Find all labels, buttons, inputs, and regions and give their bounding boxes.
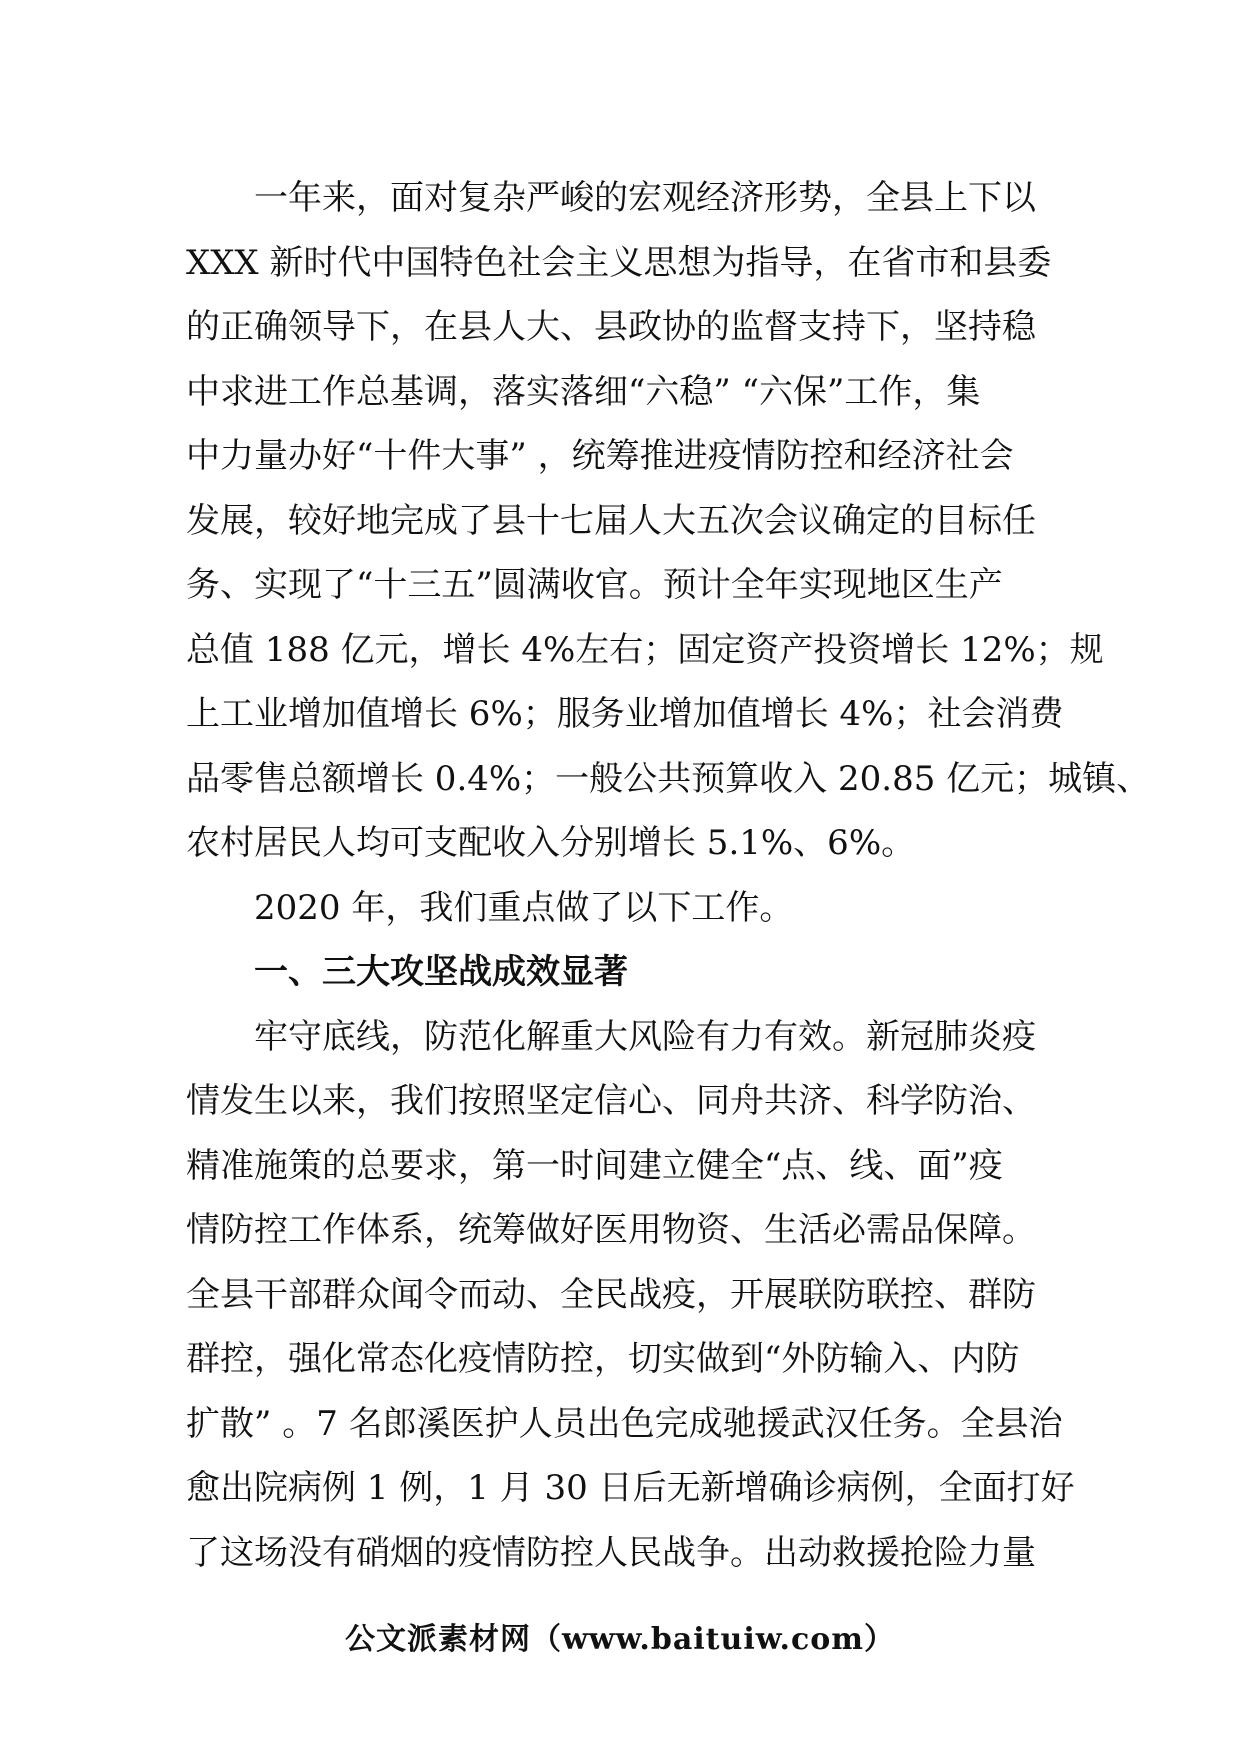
paragraph-2-line-1: 2020 年，我们重点做了以下工作。 bbox=[254, 887, 794, 928]
document-body bbox=[186, 166, 1151, 1585]
paragraph-1-line-9: 上工业增加值增长 6%；服务业增加值增长 4%；社会消费 bbox=[186, 694, 1064, 734]
paragraph-3-line-1: 牢守底线，防范化解重大风险有力有效。新冠肺炎疫 bbox=[254, 1016, 1036, 1057]
paragraph-3-line-7: 扩散” 。7 名郎溪医护人员出色完成驰援武汉任务。全县治 bbox=[186, 1403, 1063, 1444]
paragraph-1-line-6: 发展，较好地完成了县十七届人大五次会议确定的目标任 bbox=[186, 500, 1036, 541]
paragraph-1-line-8: 总值 188 亿元，增长 4%左右；固定资产投资增长 12%；规 bbox=[186, 629, 1104, 670]
paragraph-3-line-8: 愈出院病例 1 例，1 月 30 日后无新增确诊病例，全面打好 bbox=[186, 1468, 1075, 1508]
paragraph-1-line-11: 农村居民人均可支配收入分别增长 5.1%、6%。 bbox=[186, 823, 916, 863]
paragraph-3-line-9: 了这场没有硝烟的疫情防控人民战争。出动救援抢险力量 bbox=[186, 1532, 1036, 1573]
paragraph-1-line-7: 务、实现了“十三五”圆满收官。预计全年实现地区生产 bbox=[186, 565, 1003, 605]
paragraph-3-line-6: 群控，强化常态化疫情防控，切实做到“外防输入、内防 bbox=[186, 1339, 1020, 1379]
section-heading: 一、三大攻坚战成效显著 bbox=[254, 952, 628, 992]
paragraph-1-line-10: 品零售总额增长 0.4%；一般公共预算收入 20.85 亿元；城镇、 bbox=[186, 758, 1151, 799]
paragraph-1-line-1: 一年来，面对复杂严峻的宏观经济形势，全县上下以 bbox=[254, 178, 1036, 218]
paragraph-3-line-2: 情发生以来，我们按照坚定信心、同舟共济、科学防治、 bbox=[186, 1081, 1036, 1121]
paragraph-3-line-4: 情防控工作体系，统筹做好医用物资、生活必需品保障。 bbox=[186, 1210, 1036, 1250]
paragraph-3-line-5: 全县干部群众闻令而动、全民战疫，开展联防联控、群防 bbox=[186, 1274, 1036, 1315]
paragraph-1-line-4: 中求进工作总基调，落实落细“六稳” “六保”工作，集 bbox=[186, 371, 981, 412]
paragraph-1-line-3: 的正确领导下，在县人大、县政协的监督支持下，坚持稳 bbox=[186, 307, 1036, 347]
paragraph-1-line-2: XXX 新时代中国特色社会主义思想为指导，在省市和县委 bbox=[186, 242, 1052, 283]
paragraph-1-line-5: 中力量办好“十件大事” ，统筹推进疫情防控和经济社会 bbox=[186, 436, 1014, 476]
footer-watermark: 公文派素材网（www.baituiw.com） bbox=[344, 1622, 896, 1657]
paragraph-3-line-3: 精准施策的总要求，第一时间建立健全“点、线、面”疫 bbox=[186, 1145, 1003, 1186]
